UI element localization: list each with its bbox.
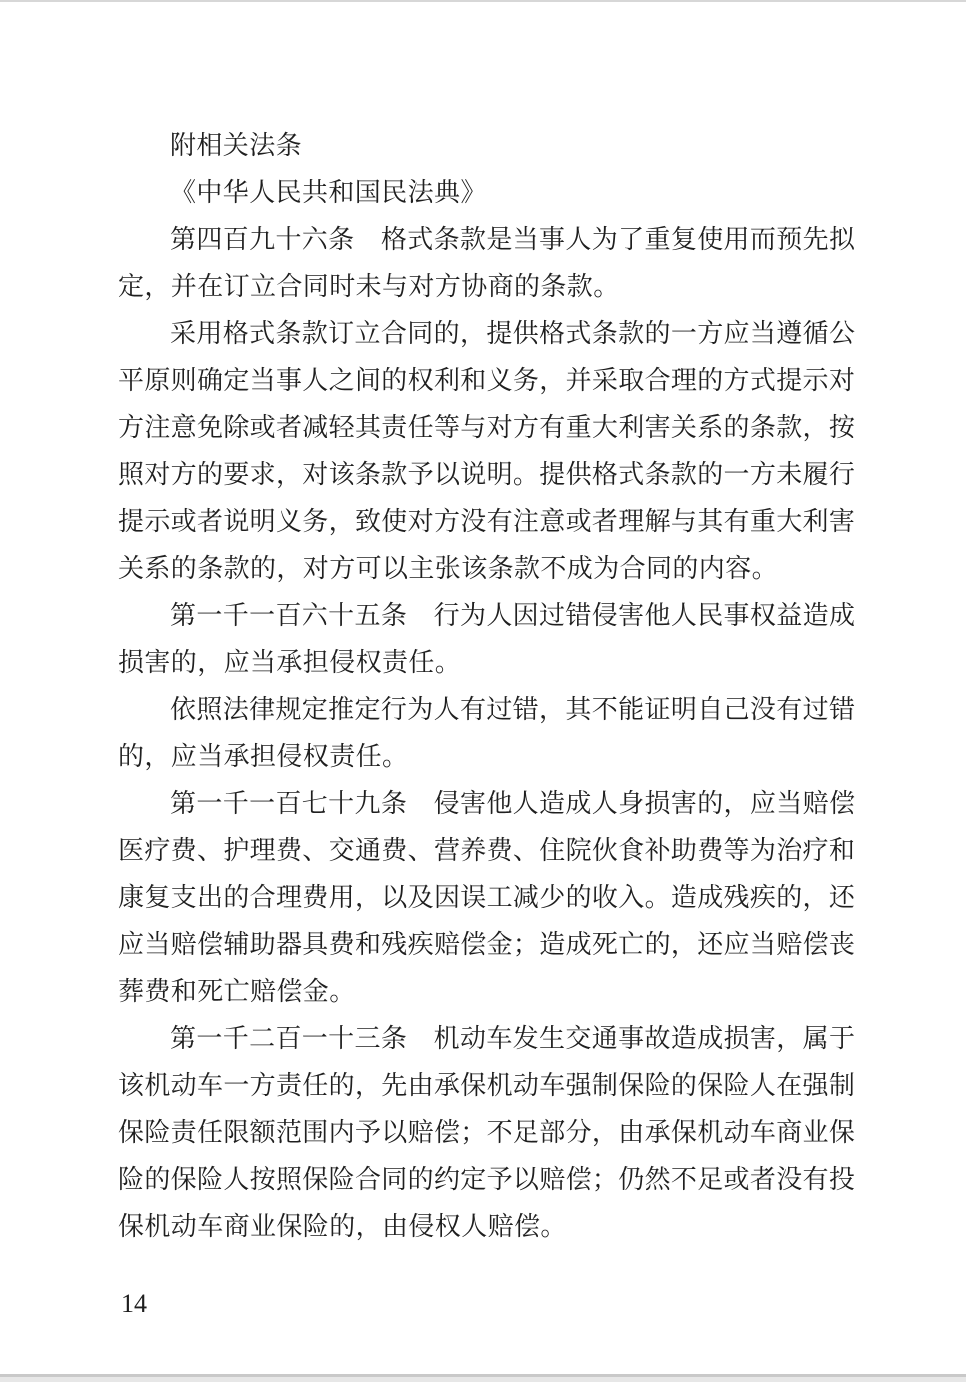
text-line: 方 注 意 免 除 或 者 减 轻 其 责 任 等 与 对 方 有 重 大 利 害 关 系 的 条 款 ， 按 [118,413,855,442]
text-line: 该 机 动 车 一 方 责 任 的 ， 先 由 承 保 机 动 车 强 制 保 险 的 保 险 人 在 强 制 [118,1071,855,1100]
text-line: 定，并在订立合同时未与对方协商的条款。 [118,272,620,301]
text-line: 附相关法条 [170,131,303,160]
text-line: 采 用 格 式 条 款 订 立 合 同 的 ， 提 供 格 式 条 款 的 一 方 应 当 遵 循 公 [170,319,855,348]
text-line: 第 一 千 一 百 七 十 九 条 侵 害 他 人 造 成 人 身 损 害 的 ， 应 当 赔 偿 [170,789,855,818]
text-line: 第 四 百 九 十 六 条 格 式 条 款 是 当 事 人 为 了 重 复 使 用 而 预 先 拟 [170,225,855,254]
page-bottom-edge [0,1374,966,1382]
text-line: 保机动车商业保险的，由侵权人赔偿。 [118,1212,567,1241]
text-block [118,122,855,1250]
page-top-edge [0,0,966,2]
text-line: 保 险 责 任 限 额 范 围 内 予 以 赔 偿 ； 不 足 部 分 ， 由 承 保 机 动 车 商 业 保 [118,1118,855,1147]
text-line: 损害的，应当承担侵权责任。 [118,648,462,677]
text-line: 照 对 方 的 要 求 ， 对 该 条 款 予 以 说 明 。 提 供 格 式 条 款 的 一 方 未 履 行 [118,460,855,489]
text-line: 的，应当承担侵权责任。 [118,742,409,771]
text-line: 康 复 支 出 的 合 理 费 用 ， 以 及 因 误 工 减 少 的 收 入 。 造 成 残 疾 的 ， 还 [118,883,855,912]
text-line: 第 一 千 二 百 一 十 三 条 机 动 车 发 生 交 通 事 故 造 成 损 害 ， 属 于 [170,1024,855,1053]
text-line: 险 的 保 险 人 按 照 保 险 合 同 的 约 定 予 以 赔 偿 ； 仍 然 不 足 或 者 没 有 投 [118,1165,855,1194]
text-line: 关系的条款的，对方可以主张该条款不成为合同的内容。 [118,554,779,583]
text-line: 葬费和死亡赔偿金。 [118,977,356,1006]
text-line: 第 一 千 一 百 六 十 五 条 行 为 人 因 过 错 侵 害 他 人 民 事 权 益 造 成 [170,601,855,630]
text-line: 平 原 则 确 定 当 事 人 之 间 的 权 利 和 义 务 ， 并 采 取 合 理 的 方 式 提 示 对 [118,366,855,395]
text-line: 《中华人民共和国民法典》 [170,178,487,207]
text-line: 提 示 或 者 说 明 义 务 ， 致 使 对 方 没 有 注 意 或 者 理 解 与 其 有 重 大 利 害 [118,507,855,536]
text-line: 依 照 法 律 规 定 推 定 行 为 人 有 过 错 ， 其 不 能 证 明 自 己 没 有 过 错 [170,695,855,724]
text-line: 医 疗 费 、 护 理 费 、 交 通 费 、 营 养 费 、 住 院 伙 食 补 助 费 等 为 治 疗 和 [118,836,855,865]
page-number: 14 [121,1289,147,1318]
text-line: 应 当 赔 偿 辅 助 器 具 费 和 残 疾 赔 偿 金 ； 造 成 死 亡 的 ， 还 应 当 赔 偿 丧 [118,930,855,959]
